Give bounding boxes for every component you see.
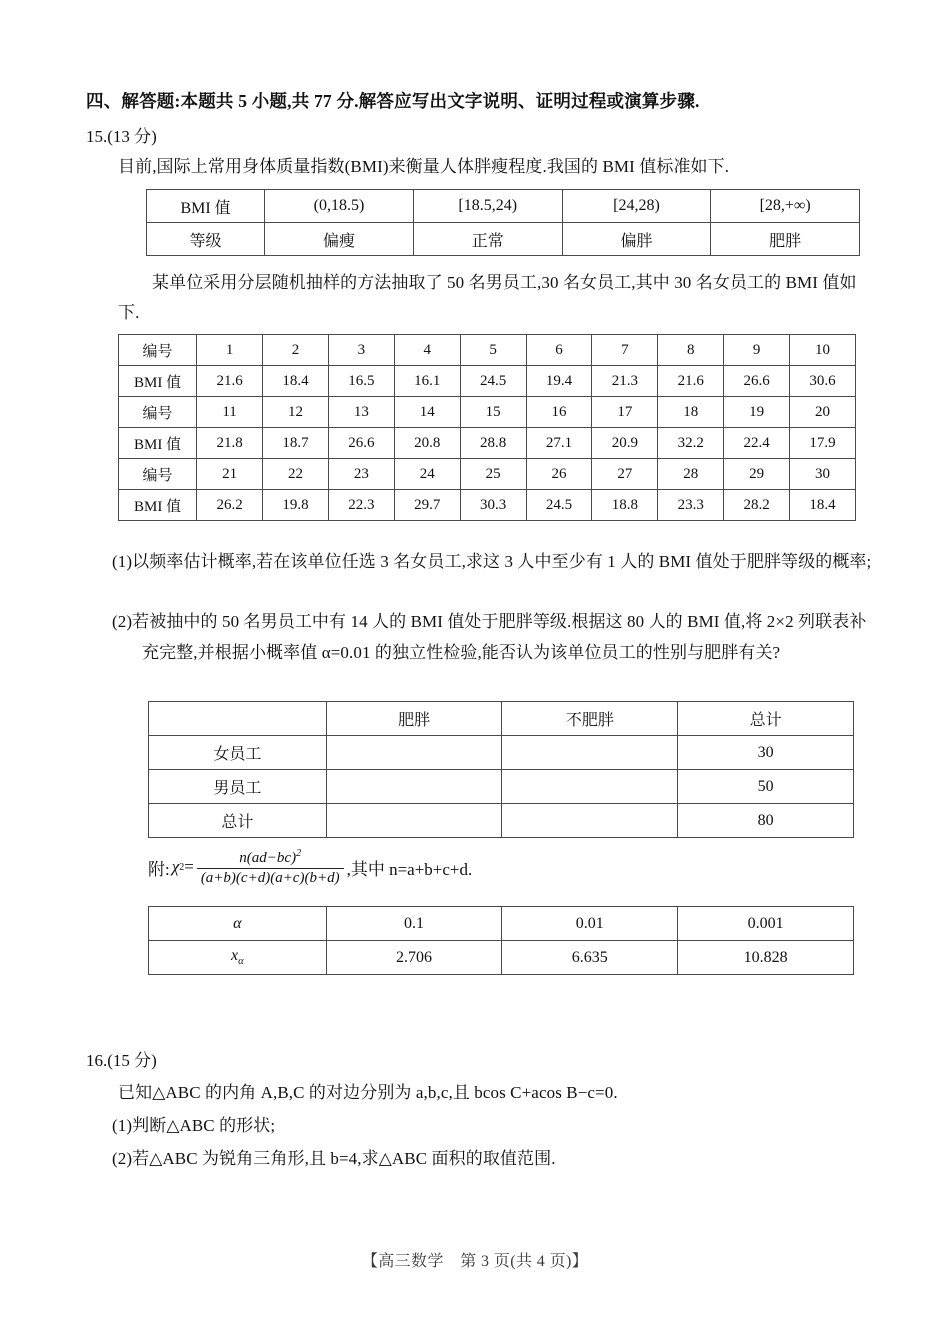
table-row <box>149 907 854 941</box>
table-row <box>119 490 856 521</box>
table-row <box>147 223 860 256</box>
formula-denominator: (a+b)(c+d)(a+c)(b+d) <box>197 868 344 887</box>
id-cell: 4 <box>394 335 460 366</box>
page-footer: 【高三数学 第 3 页(共 4 页)】 <box>361 1253 589 1270</box>
question-15-part-2 <box>112 606 872 668</box>
alpha-value-cell: 0.001 <box>678 907 854 941</box>
section-heading: 四、解答题:本题共 5 小题,共 77 分.解答应写出文字说明、证明过程或演算步骤. <box>86 91 700 111</box>
id-cell: 12 <box>263 397 329 428</box>
formula-numerator-exponent: 2 <box>296 848 302 859</box>
id-cell: 3 <box>328 335 394 366</box>
bmi-range-cell: (0,18.5) <box>265 190 414 223</box>
id-cell: 6 <box>526 335 592 366</box>
row-label-bmi: BMI 值 <box>119 366 197 397</box>
bmi-range-cell: [24,28) <box>562 190 711 223</box>
contingency-cell-not-obese <box>502 804 678 838</box>
bmi-grade-cell: 偏胖 <box>562 223 711 256</box>
bmi-cell: 16.5 <box>328 366 394 397</box>
bmi-cell: 30.6 <box>790 366 856 397</box>
id-cell: 11 <box>197 397 263 428</box>
question-16-number: 16.(15 分) <box>86 1051 157 1070</box>
bmi-cell: 17.9 <box>790 428 856 459</box>
id-cell: 21 <box>197 459 263 490</box>
table-row <box>149 770 854 804</box>
table-row <box>119 397 856 428</box>
id-cell: 18 <box>658 397 724 428</box>
contingency-header-not-obese: 不肥胖 <box>502 702 678 736</box>
id-cell: 27 <box>592 459 658 490</box>
critical-row-label-base: x <box>230 947 239 965</box>
table-row <box>119 459 856 490</box>
critical-value-cell: 10.828 <box>678 941 854 975</box>
bmi-cell: 21.8 <box>197 428 263 459</box>
bmi-cell: 19.8 <box>263 490 329 521</box>
bmi-grade-cell: 正常 <box>413 223 562 256</box>
bmi-cell: 28.8 <box>460 428 526 459</box>
question-15-part-2-text: (2)若被抽中的 50 名男员工中有 14 人的 BMI 值处于肥胖等级.根据这 80 人的 BMI 值,将 2×2 列联表补充完整,并根据小概率值 α=0.01 的独立性检验,能否认为该单位员工的性别与肥胖有关? <box>112 612 867 662</box>
contingency-cell-total: 30 <box>678 736 854 770</box>
question-16-part-2 <box>112 1143 872 1174</box>
contingency-cell-obese <box>326 736 502 770</box>
bmi-standard-table <box>146 189 860 256</box>
table-row <box>149 702 854 736</box>
bmi-cell: 19.4 <box>526 366 592 397</box>
critical-value-cell: 2.706 <box>326 941 502 975</box>
bmi-cell: 28.2 <box>724 490 790 521</box>
bmi-range-cell: [18.5,24) <box>413 190 562 223</box>
id-cell: 16 <box>526 397 592 428</box>
question-16-part-1 <box>112 1110 872 1141</box>
critical-row-label <box>149 941 327 975</box>
id-cell: 15 <box>460 397 526 428</box>
bmi-range-cell: [28,+∞) <box>711 190 860 223</box>
contingency-cell-obese <box>326 804 502 838</box>
id-cell: 14 <box>394 397 460 428</box>
bmi-cell: 26.6 <box>328 428 394 459</box>
bmi-cell: 26.6 <box>724 366 790 397</box>
bmi-cell: 27.1 <box>526 428 592 459</box>
id-cell: 24 <box>394 459 460 490</box>
bmi-cell: 24.5 <box>460 366 526 397</box>
bmi-cell: 32.2 <box>658 428 724 459</box>
id-cell: 5 <box>460 335 526 366</box>
sampling-description: 某单位采用分层随机抽样的方法抽取了 50 名男员工,30 名女员工,其中 30 名女员工的 BMI 值如下. <box>118 273 857 322</box>
table-row <box>119 366 856 397</box>
id-cell: 29 <box>724 459 790 490</box>
chi-symbol: χ <box>171 857 180 877</box>
id-cell: 13 <box>328 397 394 428</box>
bmi-cell: 18.7 <box>263 428 329 459</box>
contingency-row-label: 总计 <box>149 804 327 838</box>
alpha-row-label: α <box>149 907 327 941</box>
critical-value-cell: 6.635 <box>502 941 678 975</box>
id-cell: 25 <box>460 459 526 490</box>
contingency-cell-not-obese <box>502 770 678 804</box>
contingency-header-obese: 肥胖 <box>326 702 502 736</box>
bmi-grade-cell: 肥胖 <box>711 223 860 256</box>
id-cell: 19 <box>724 397 790 428</box>
row-label-bmi: BMI 值 <box>119 490 197 521</box>
bmi-cell: 21.3 <box>592 366 658 397</box>
id-cell: 23 <box>328 459 394 490</box>
contingency-cell-total: 80 <box>678 804 854 838</box>
id-cell: 28 <box>658 459 724 490</box>
formula-numerator: $n(ad-bc)^2$ <box>239 848 302 866</box>
chi-square-formula <box>148 848 472 887</box>
alpha-critical-value-table <box>148 906 854 975</box>
question-16-intro: 已知△ABC 的内角 A,B,C 的对边分别为 a,b,c,且 bcos C+acos B−c=0. <box>118 1083 618 1102</box>
question-15-part-1 <box>112 546 872 577</box>
id-cell: 2 <box>263 335 329 366</box>
bmi-grade-cell: 偏瘦 <box>265 223 414 256</box>
bmi-cell: 21.6 <box>658 366 724 397</box>
row-label-bmi: BMI 值 <box>119 428 197 459</box>
critical-row-label-sub: α <box>238 956 244 968</box>
formula-equals: = <box>184 857 194 877</box>
contingency-cell-not-obese <box>502 736 678 770</box>
bmi-cell: 23.3 <box>658 490 724 521</box>
bmi-cell: 26.2 <box>197 490 263 521</box>
bmi-data-table <box>118 334 856 521</box>
table-row <box>149 804 854 838</box>
bmi-cell: 24.5 <box>526 490 592 521</box>
row-label-id: 编号 <box>119 397 197 428</box>
bmi-cell: 22.3 <box>328 490 394 521</box>
contingency-header-total: 总计 <box>678 702 854 736</box>
bmi-grade-row-label: 等级 <box>147 223 265 256</box>
formula-tail: ,其中 n=a+b+c+d. <box>346 859 473 879</box>
bmi-cell: 29.7 <box>394 490 460 521</box>
bmi-cell: 30.3 <box>460 490 526 521</box>
id-cell: 22 <box>263 459 329 490</box>
table-row <box>119 335 856 366</box>
alpha-value-cell: 0.01 <box>502 907 678 941</box>
question-15-part-1-text: (1)以频率估计概率,若在该单位任选 3 名女员工,求这 3 人中至少有 1 人的 BMI 值处于肥胖等级的概率; <box>112 552 872 571</box>
table-row <box>119 428 856 459</box>
row-label-id: 编号 <box>119 335 197 366</box>
formula-lead: 附: <box>148 859 170 879</box>
bmi-cell: 20.8 <box>394 428 460 459</box>
id-cell: 8 <box>658 335 724 366</box>
table-row <box>149 941 854 975</box>
contingency-corner-cell <box>149 702 327 736</box>
contingency-row-label: 男员工 <box>149 770 327 804</box>
alpha-value-cell: 0.1 <box>326 907 502 941</box>
row-label-id: 编号 <box>119 459 197 490</box>
id-cell: 17 <box>592 397 658 428</box>
bmi-cell: 18.4 <box>790 490 856 521</box>
question-16-part-2-text: (2)若△ABC 为锐角三角形,且 b=4,求△ABC 面积的取值范围. <box>112 1149 556 1168</box>
bmi-cell: 16.1 <box>394 366 460 397</box>
bmi-cell: 22.4 <box>724 428 790 459</box>
question-16-part-1-text: (1)判断△ABC 的形状; <box>112 1116 276 1135</box>
chi-exponent: 2 <box>179 861 185 873</box>
formula-fraction <box>197 848 344 887</box>
bmi-cell: 18.8 <box>592 490 658 521</box>
bmi-cell: 21.6 <box>197 366 263 397</box>
bmi-cell: 20.9 <box>592 428 658 459</box>
contingency-table <box>148 701 854 838</box>
id-cell: 30 <box>790 459 856 490</box>
bmi-standard-row-label: BMI 值 <box>147 190 265 223</box>
question-15-intro: 目前,国际上常用身体质量指数(BMI)来衡量人体胖瘦程度.我国的 BMI 值标准如下. <box>118 157 730 176</box>
id-cell: 9 <box>724 335 790 366</box>
id-cell: 20 <box>790 397 856 428</box>
id-cell: 10 <box>790 335 856 366</box>
question-15-number: 15.(13 分) <box>86 127 157 146</box>
id-cell: 1 <box>197 335 263 366</box>
contingency-cell-obese <box>326 770 502 804</box>
id-cell: 7 <box>592 335 658 366</box>
id-cell: 26 <box>526 459 592 490</box>
table-row <box>149 736 854 770</box>
bmi-cell: 18.4 <box>263 366 329 397</box>
table-row <box>147 190 860 223</box>
contingency-row-label: 女员工 <box>149 736 327 770</box>
contingency-cell-total: 50 <box>678 770 854 804</box>
